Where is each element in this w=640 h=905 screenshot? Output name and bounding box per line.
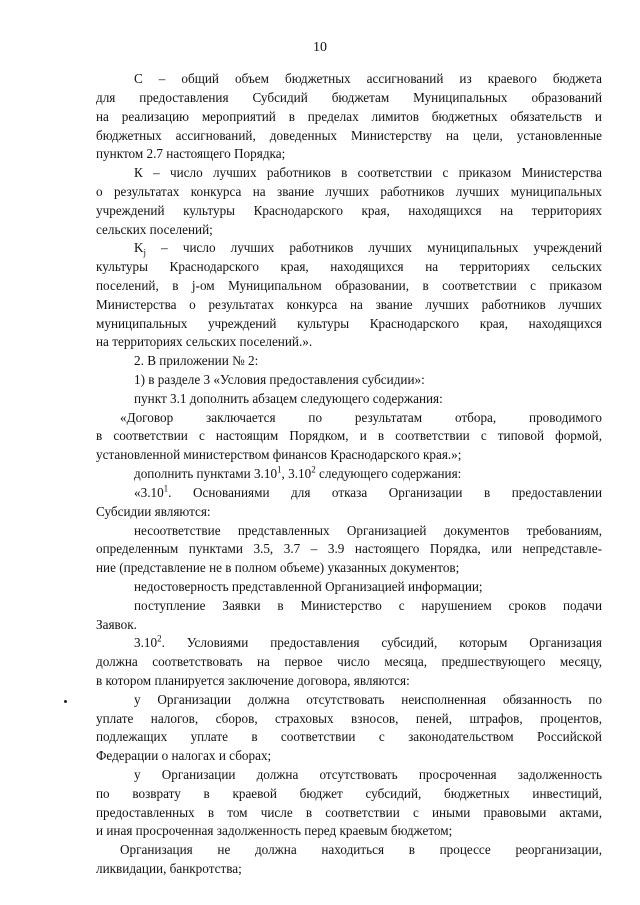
text-line: 3.10$^2$. Условиями предоставления субсидий, которым Организация [134, 633, 602, 650]
text-line: дополнить пунктами 3.10$^1$, 3.10$^2$ следующего содержания: [134, 464, 462, 481]
text-line: $K_j$ – число лучших работников лучших муниципальных учреждений [134, 240, 603, 258]
text-line: для предоставления Субсидий бюджетам Муниципальных образований [96, 90, 602, 105]
text-line: 2. В приложении № 2: [134, 353, 259, 368]
text-line: Министерства о результатах конкурса на звание лучших работников лучших [96, 297, 602, 312]
text-line: на реализацию мероприятий в пределах лимитов бюджетных обязательств и [96, 109, 602, 124]
scan-speck [64, 700, 67, 703]
text-line: у Организации должна отсутствовать просроченная задолженность [134, 767, 602, 782]
text-line: «3.10$^1$. Основаниями для отказа Организации в предоставлении [134, 483, 602, 500]
text-line: уплате налогов, сборов, страховых взносов, пеней, штрафов, процентов, [96, 711, 602, 726]
text-line: предоставленных в том числе в соответствии с иными правовыми актами, [96, 805, 602, 820]
text-line: Федерации о налогах и сборах; [96, 748, 272, 763]
text-line: недостоверность представленной Организацией информации; [134, 579, 483, 594]
text-line: по возврату в краевой бюджет субсидий, бюджетных инвестиций, [96, 786, 602, 801]
text-line: Организация не должна находиться в процессе реорганизации, [120, 842, 602, 857]
text-line: культуры Краснодарского края, находящихся на территориях сельских [96, 259, 602, 274]
text-line: и иная просроченная задолженность перед краевым бюджетом; [96, 823, 453, 838]
text-line: о результатах конкурса на звание лучших работников лучших муниципальных [96, 184, 602, 199]
text-line: муниципальных учреждений культуры Краснодарского края, находящихся [96, 316, 602, 331]
text-line: К – число лучших работников в соответствии с приказом Министерства [134, 165, 602, 180]
text-line: на территориях сельских поселений.». [96, 334, 313, 349]
text-line: поступление Заявки в Министерство с нарушением сроков подачи [134, 598, 602, 613]
text-line: поселений, в j-ом Муниципальном образовании, в соответствии с приказом [96, 278, 602, 293]
text-line: 1) в разделе 3 «Условия предоставления субсидии»: [134, 372, 425, 387]
text-line: ликвидации, банкротства; [96, 861, 242, 876]
text-line: Субсидии являются: [96, 504, 211, 519]
text-line: определенным пунктами 3.5, 3.7 – 3.9 настоящего Порядка, или непредставле- [96, 541, 602, 556]
text-line: у Организации должна отсутствовать неисполненная обязанность по [134, 692, 602, 707]
kj-symbol: $K_j$ [134, 240, 147, 258]
text-line: «Договор заключается по результатам отбора, проводимого [120, 410, 602, 425]
text-line: С – общий объем бюджетных ассигнований из краевого бюджета [134, 71, 602, 86]
text-line: пунктом 2.7 настоящего Порядка; [96, 146, 286, 161]
text-line: ние (представление не в полном объеме) указанных документов; [96, 560, 460, 575]
text-line: подлежащих уплате в соответствии с законодательством Российской [96, 729, 602, 744]
text-line: Заявок. [96, 617, 137, 632]
text-line: должна соответствовать на первое число месяца, предшествующего месяцу, [96, 654, 602, 669]
text-line: сельских поселений; [96, 222, 213, 237]
text-line: учреждений культуры Краснодарского края, находящихся на территориях [96, 203, 602, 218]
text-line: в соответствии с настоящим Порядком, и в соответствии с типовой формой, [96, 428, 602, 443]
text-line: установленной министерством финансов Краснодарского края.»; [96, 447, 462, 462]
text-line: несоответствие представленных Организацией документов требованиям, [134, 523, 602, 538]
text-line: бюджетных ассигнований, доведенных Министерству на цели, установленные [96, 128, 602, 143]
text-line: в котором планируется заключение договора, являются: [96, 673, 410, 688]
page-number: 10 [313, 40, 327, 55]
text-line: пункт 3.1 дополнить абзацем следующего содержания: [134, 391, 443, 406]
